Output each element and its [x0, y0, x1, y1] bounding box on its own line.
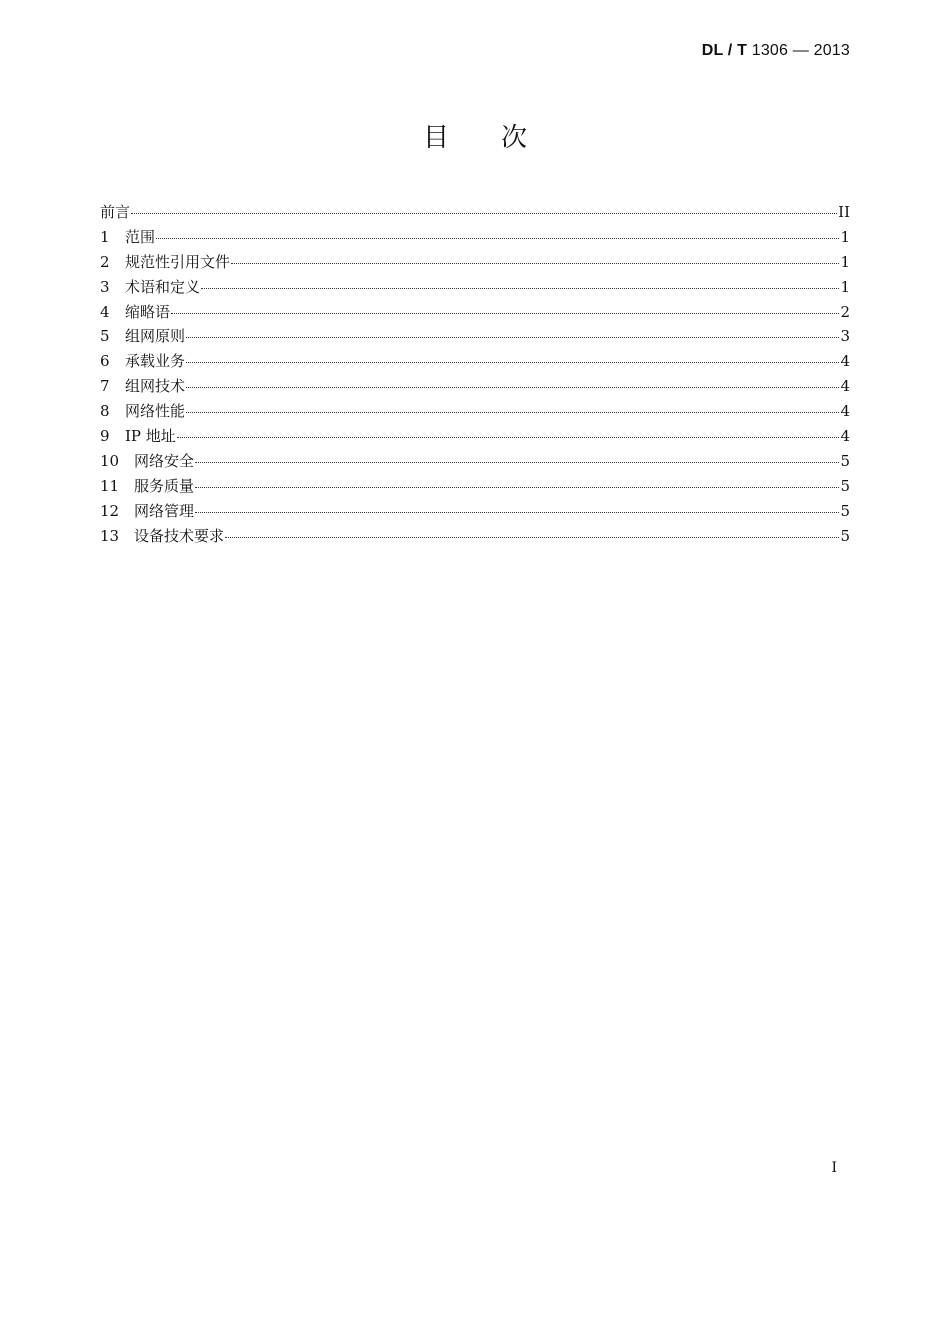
title-char-1: 目: [422, 123, 449, 153]
toc-entry-number: 13: [100, 526, 120, 545]
toc-leader-dots: [195, 487, 839, 488]
toc-entry-number: 10: [100, 451, 120, 470]
toc-entry-6[interactable]: [100, 349, 850, 374]
toc-entry-label: IP 地址: [125, 427, 176, 446]
toc-entry-page: 5: [840, 526, 850, 545]
page-title: [0, 120, 950, 156]
toc-entry-11[interactable]: [100, 474, 850, 499]
toc-entry-label: 承载业务: [125, 352, 186, 371]
toc-entry-label: 术语和定义: [125, 277, 201, 296]
toc-entry-13[interactable]: [100, 524, 850, 549]
toc-entry-12[interactable]: [100, 499, 850, 524]
toc-entry-number: 6: [100, 352, 110, 371]
toc-entry-8[interactable]: [100, 399, 850, 424]
toc-entry-page: 4: [840, 352, 850, 371]
toc-leader-dots: [177, 437, 840, 438]
toc-entry-label: 规范性引用文件: [125, 252, 231, 271]
toc-entry-page: 1: [840, 227, 850, 246]
toc-entry-10[interactable]: [100, 449, 850, 474]
toc-entry-4[interactable]: [100, 300, 850, 325]
toc-entry-page: 1: [840, 277, 850, 296]
toc-entry-page: 1: [840, 252, 850, 271]
toc-leader-dots: [195, 462, 839, 463]
toc-entry-label: 网络安全: [134, 451, 195, 470]
toc-entry-page: 5: [840, 476, 850, 495]
toc-entry-number: 1: [100, 227, 110, 246]
toc-entry-number: 9: [100, 427, 110, 446]
toc-leader-dots: [186, 412, 839, 413]
toc-entry-number: 5: [100, 327, 110, 346]
toc-entry-preface[interactable]: [100, 200, 850, 225]
toc-leader-dots: [156, 238, 839, 239]
toc-leader-dots: [171, 313, 839, 314]
toc-leader-dots: [186, 337, 839, 338]
toc-entry-label: 网络管理: [134, 501, 195, 520]
toc-entry-page: 2: [840, 302, 850, 321]
toc-leader-dots: [186, 362, 839, 363]
toc-entry-label: 范围: [125, 227, 156, 246]
toc-entry-label: 设备技术要求: [134, 526, 225, 545]
toc-entry-number: 3: [100, 277, 110, 296]
toc-leader-dots: [186, 387, 839, 388]
toc-entry-page: 4: [840, 377, 850, 396]
toc-entry-number: 2: [100, 252, 110, 271]
table-of-contents: [100, 200, 850, 548]
toc-entry-1[interactable]: [100, 225, 850, 250]
toc-entry-7[interactable]: [100, 374, 850, 399]
toc-entry-page: II: [838, 203, 850, 221]
title-char-2: 次: [501, 123, 528, 153]
toc-entry-number: 8: [100, 402, 110, 421]
toc-entry-label: 服务质量: [134, 476, 195, 495]
toc-leader-dots: [195, 512, 839, 513]
standard-code: DL / T: [701, 42, 748, 59]
toc-leader-dots: [225, 537, 839, 538]
toc-entry-label: 前言: [100, 203, 131, 221]
toc-entry-page: 4: [840, 402, 850, 421]
toc-entry-page: 5: [840, 501, 850, 520]
toc-entry-number: 12: [100, 501, 120, 520]
toc-entry-2[interactable]: [100, 250, 850, 275]
toc-entry-5[interactable]: [100, 324, 850, 349]
toc-entry-page: 4: [840, 427, 850, 446]
toc-leader-dots: [131, 213, 837, 214]
toc-entry-label: 网络性能: [125, 402, 186, 421]
document-header: [702, 42, 850, 60]
toc-leader-dots: [231, 263, 839, 264]
toc-entry-page: 3: [840, 327, 850, 346]
toc-entry-3[interactable]: [100, 275, 850, 300]
toc-entry-9[interactable]: [100, 424, 850, 449]
toc-entry-label: 组网技术: [125, 377, 186, 396]
toc-entry-label: 组网原则: [125, 327, 186, 346]
page-number: I: [831, 1160, 837, 1176]
standard-number: 1306 — 2013: [751, 42, 850, 59]
toc-entry-label: 缩略语: [125, 302, 171, 321]
toc-leader-dots: [201, 288, 839, 289]
toc-entry-number: 4: [100, 302, 110, 321]
toc-entry-number: 7: [100, 377, 110, 396]
toc-entry-page: 5: [840, 451, 850, 470]
toc-entry-number: 11: [100, 476, 120, 495]
